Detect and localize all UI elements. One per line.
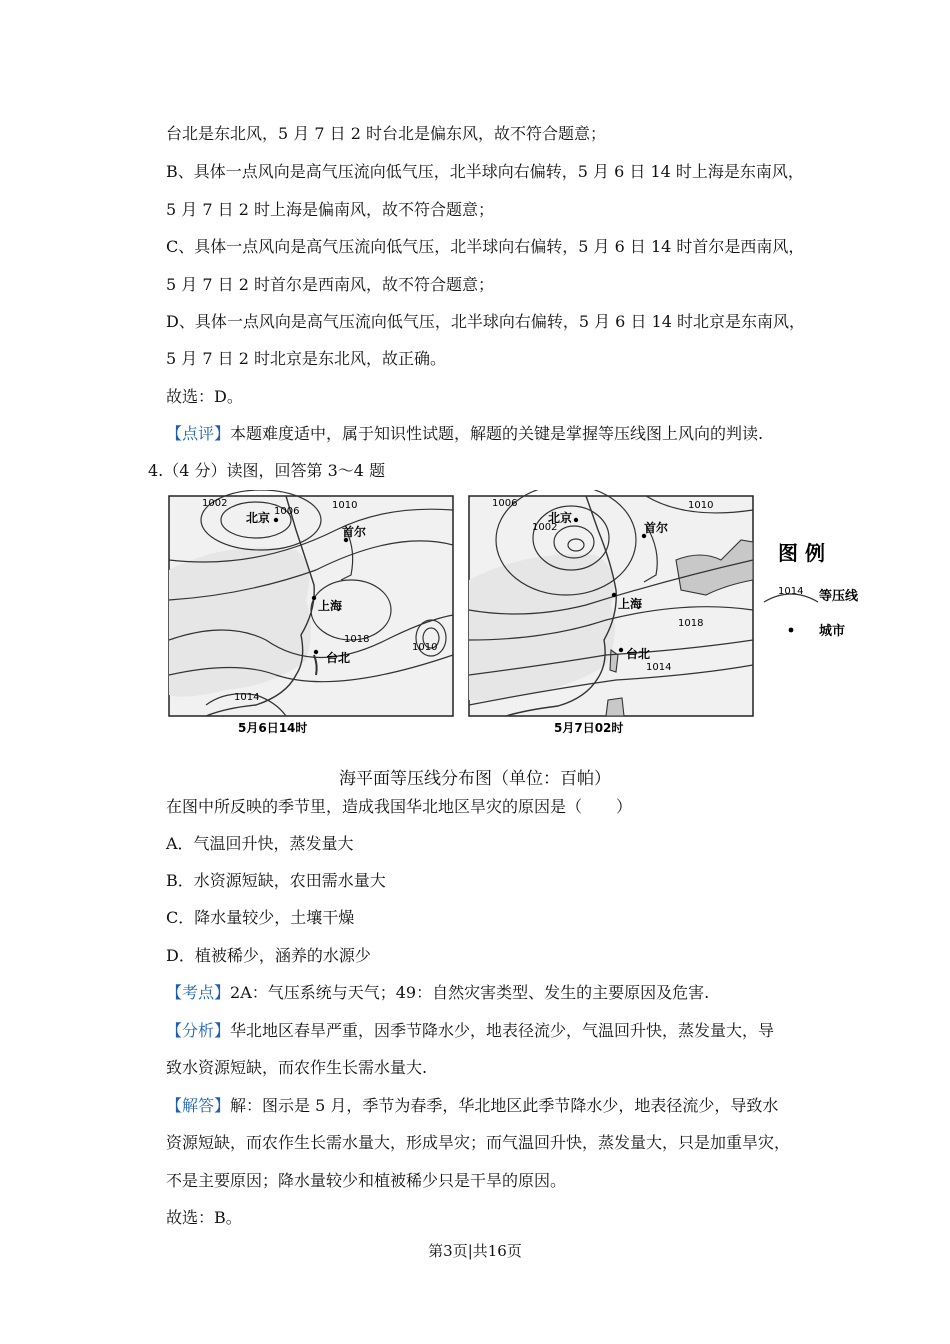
map1-city-beijing: 北京 bbox=[246, 511, 271, 525]
map2-city-beijing: 北京 bbox=[548, 511, 573, 525]
isobar-figure bbox=[166, 490, 886, 740]
option-b: B．水资源短缺，农田需水量大 bbox=[166, 871, 386, 890]
map2-label-1002: 1002 bbox=[532, 522, 558, 533]
map1-time: 5月6日14时 bbox=[238, 721, 308, 735]
map2-time: 5月7日02时 bbox=[554, 721, 624, 735]
text-line: 致水资源短缺，而农作生长需水量大. bbox=[166, 1058, 428, 1077]
map1-city-seoul: 首尔 bbox=[342, 525, 367, 539]
map2-label-1018: 1018 bbox=[678, 618, 704, 629]
isobar-maps-svg bbox=[166, 490, 886, 740]
text-line: D、具体一点风向是高气压流向低气压，北半球向右偏转，5 月 6 日 14 时北京是东南风， bbox=[166, 312, 805, 331]
figure-caption: 海平面等压线分布图（单位：百帕） bbox=[339, 769, 611, 789]
kaodian-line bbox=[166, 983, 709, 1003]
question-stem: （4 分）读图，回答第 3～4 题 bbox=[163, 461, 386, 480]
option-d: D．植被稀少，涵养的水源少 bbox=[166, 946, 371, 965]
review-line bbox=[166, 424, 763, 444]
legend-isobar-label: 等压线 bbox=[819, 589, 859, 604]
review-tag: 【点评】 bbox=[166, 424, 231, 443]
text-line: C、具体一点风向是高气压流向低气压，北半球向右偏转，5 月 6 日 14 时首尔是西南风， bbox=[166, 237, 805, 256]
sub-question-paren: ） bbox=[616, 797, 633, 816]
legend-isobar-value: 1014 bbox=[778, 586, 804, 597]
review-text: 本题难度适中，属于知识性试题，解题的关键是掌握等压线图上风向的判读. bbox=[230, 424, 764, 443]
question-number: 4. bbox=[148, 461, 164, 480]
map1-label-1002: 1002 bbox=[202, 498, 228, 509]
answer-line: 故选：D。 bbox=[166, 387, 243, 406]
jieda-text: 解：图示是 5 月，季节为春季，华北地区此季节降水少，地表径流少，导致水 bbox=[230, 1096, 779, 1115]
option-a: A．气温回升快，蒸发量大 bbox=[166, 834, 354, 853]
option-c: C．降水量较少，土壤干燥 bbox=[166, 908, 355, 927]
text-line: 不是主要原因；降水量较少和植被稀少只是干旱的原因。 bbox=[166, 1171, 567, 1190]
map1-label-1006: 1006 bbox=[274, 506, 300, 517]
map2-label-1010: 1010 bbox=[688, 500, 714, 511]
map2-label-1006: 1006 bbox=[492, 498, 518, 509]
map1-label-1014: 1014 bbox=[234, 692, 260, 703]
map2-city-shanghai: 上海 bbox=[618, 597, 643, 611]
map1-city-taipei: 台北 bbox=[326, 651, 351, 665]
jieda-line bbox=[166, 1096, 778, 1116]
map2-city-taipei: 台北 bbox=[626, 647, 651, 661]
map1-label-1010b: 1010 bbox=[412, 642, 438, 653]
sub-question bbox=[166, 797, 632, 817]
text-line: B、具体一点风向是高气压流向低气压，北半球向右偏转，5 月 6 日 14 时上海是东南风， bbox=[166, 162, 804, 181]
text-line: 5 月 7 日 2 时首尔是西南风，故不符合题意； bbox=[166, 275, 494, 294]
map2-city-seoul: 首尔 bbox=[644, 521, 669, 535]
fenxi-text: 华北地区春旱严重，因季节降水少，地表径流少，气温回升快，蒸发量大，导 bbox=[230, 1021, 775, 1040]
kaodian-text: 2A：气压系统与天气；49：自然灾害类型、发生的主要原因及危害. bbox=[230, 983, 710, 1002]
map-legend bbox=[764, 541, 859, 639]
legend-title: 图 例 bbox=[778, 541, 825, 565]
jieda-tag: 【解答】 bbox=[166, 1096, 231, 1115]
legend-city-label: 城市 bbox=[819, 624, 846, 639]
sub-question-stem: 在图中所反映的季节里，造成我国华北地区旱灾的原因是（ bbox=[166, 797, 583, 816]
map1-label-1018: 1018 bbox=[344, 634, 370, 645]
answer-line: 故选：B。 bbox=[166, 1208, 242, 1227]
map-may6-14h bbox=[169, 490, 453, 735]
city-dot-icon bbox=[789, 628, 794, 633]
map-may7-02h bbox=[469, 490, 753, 735]
text-line: 5 月 7 日 2 时北京是东北风，故正确。 bbox=[166, 349, 446, 368]
fenxi-line bbox=[166, 1021, 774, 1041]
page-footer: 第3页|共16页 bbox=[428, 1242, 522, 1260]
map1-label-1010: 1010 bbox=[332, 500, 358, 511]
map1-city-shanghai: 上海 bbox=[318, 599, 343, 613]
text-line: 台北是东北风，5 月 7 日 2 时台北是偏东风，故不符合题意； bbox=[166, 124, 606, 143]
kaodian-tag: 【考点】 bbox=[166, 983, 231, 1002]
text-line: 5 月 7 日 2 时上海是偏南风，故不符合题意； bbox=[166, 200, 494, 219]
text-line: 资源短缺，而农作生长需水量大，形成旱灾；而气温回升快，蒸发量大，只是加重旱灾， bbox=[166, 1133, 791, 1152]
fenxi-tag: 【分析】 bbox=[166, 1021, 231, 1040]
question-header bbox=[148, 461, 385, 481]
map2-label-1014: 1014 bbox=[646, 662, 672, 673]
